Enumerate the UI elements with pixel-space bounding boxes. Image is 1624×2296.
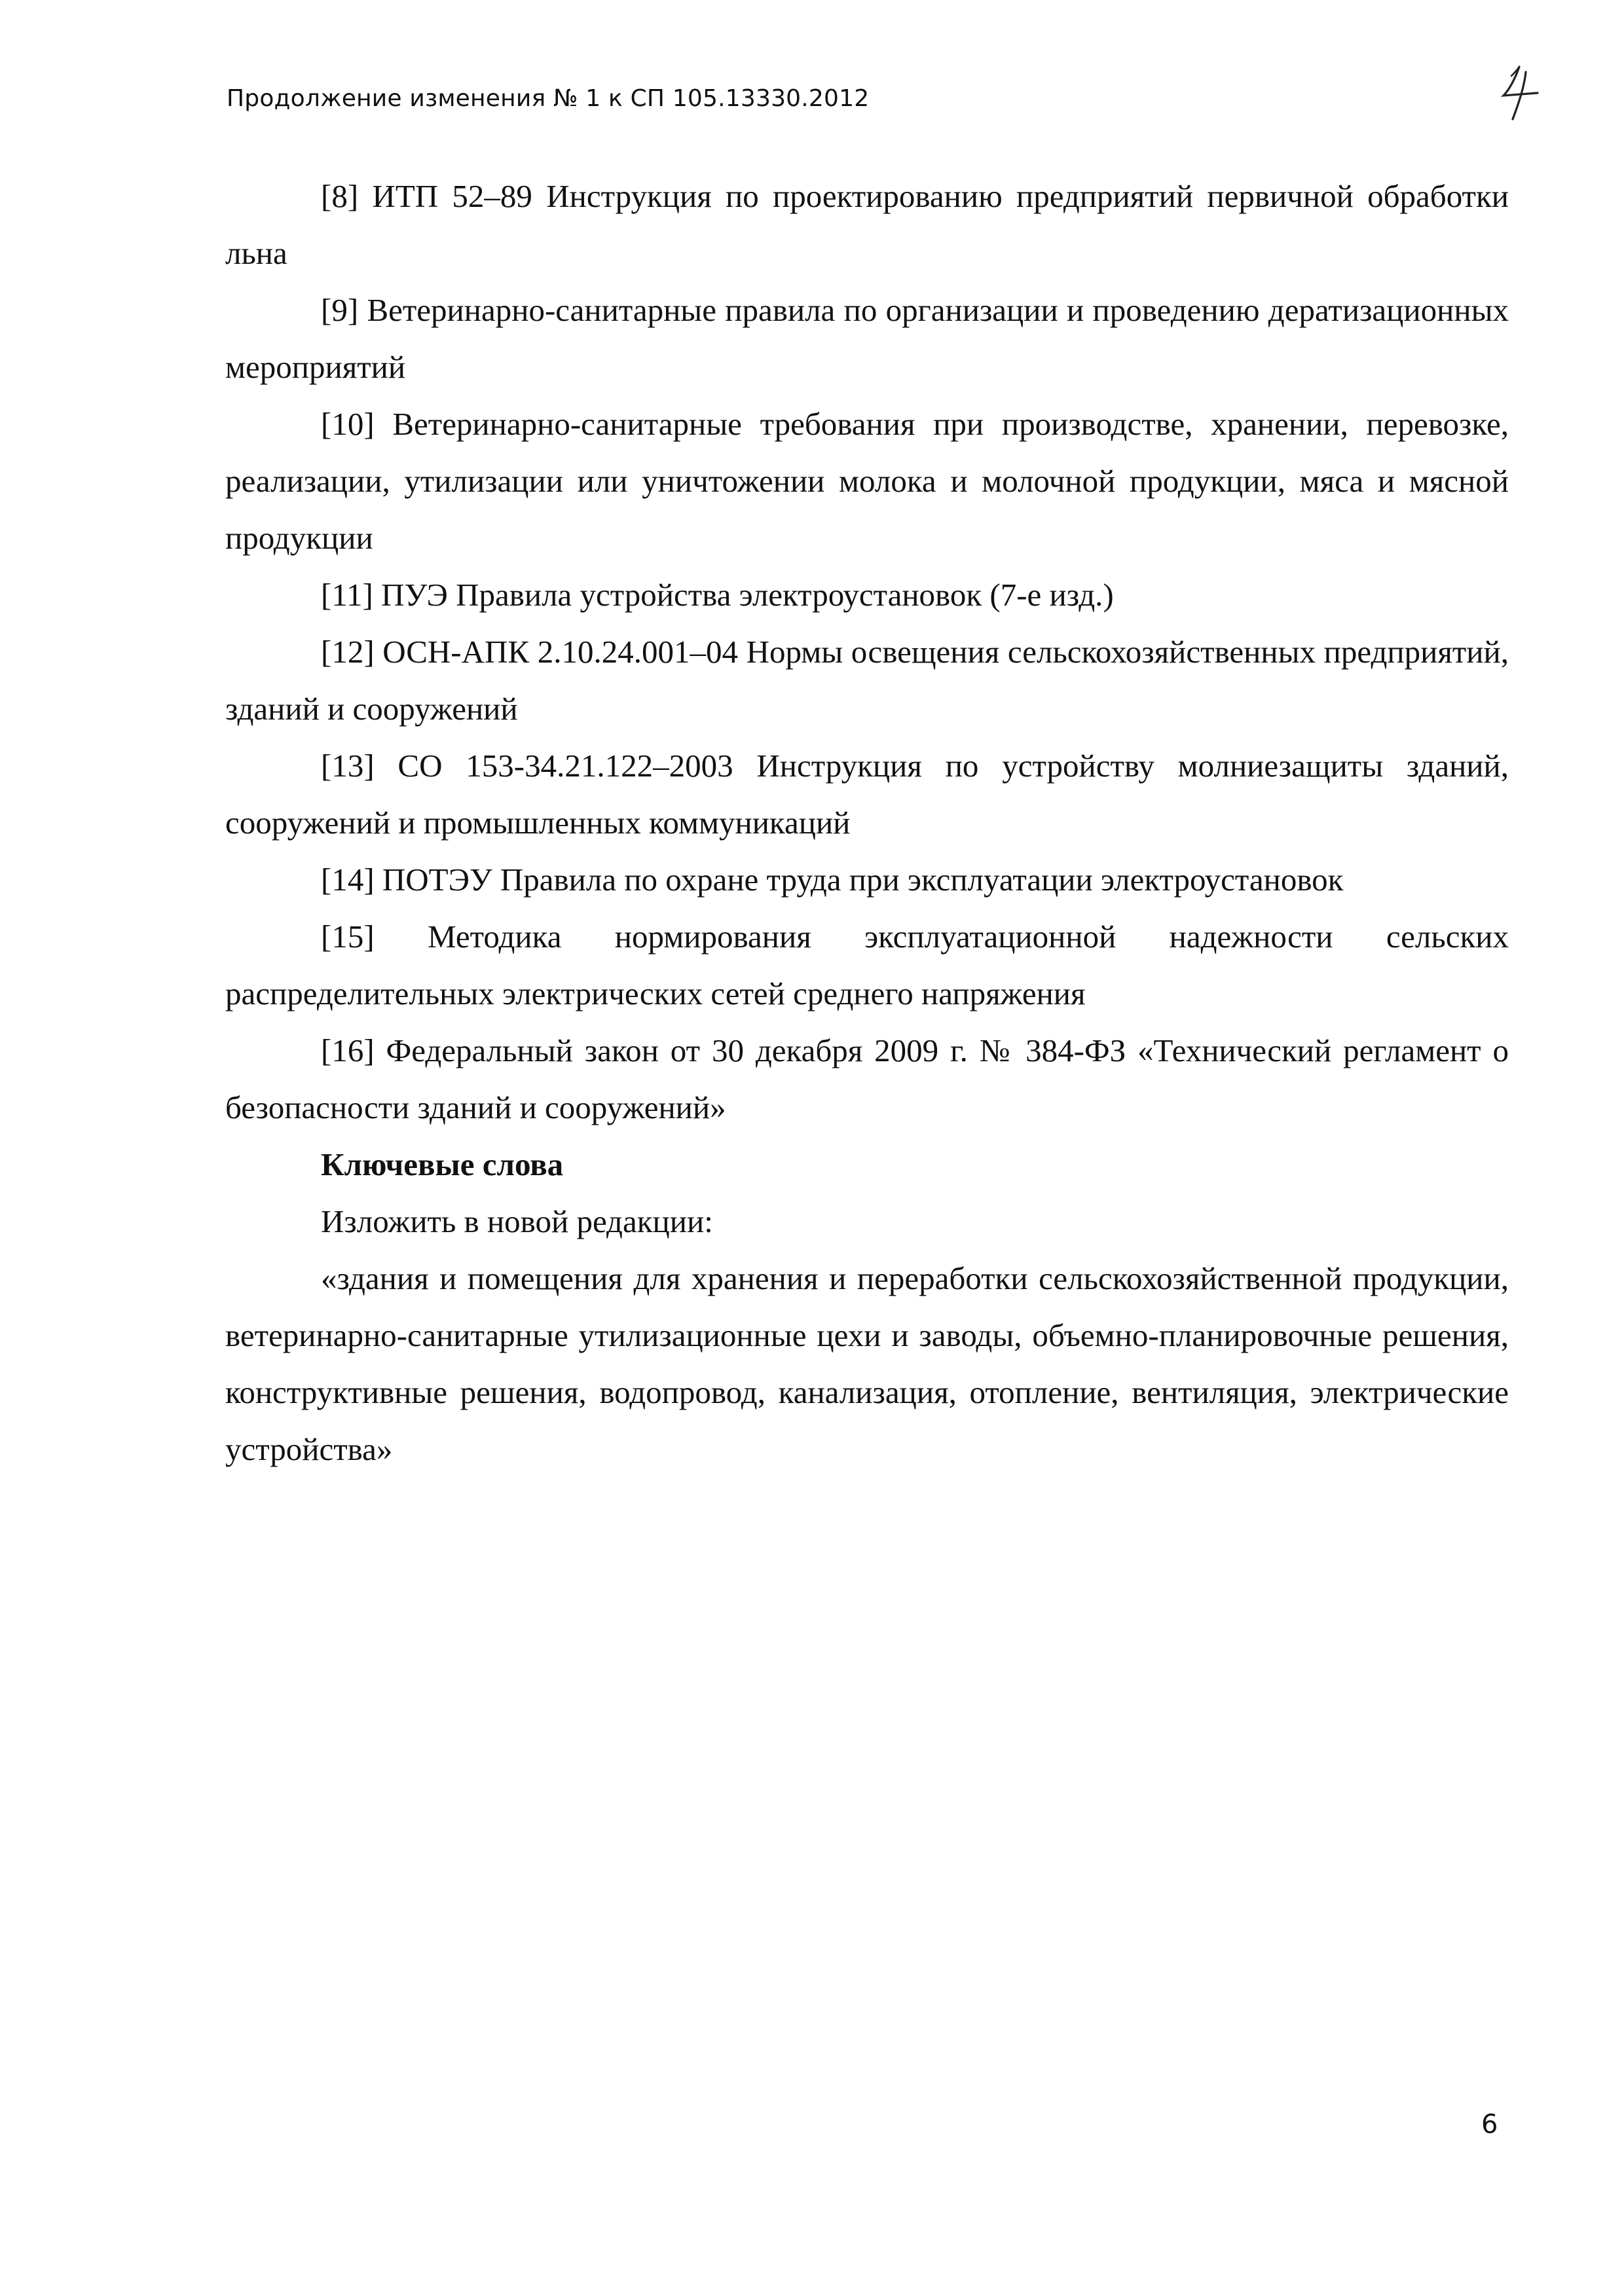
handwritten-sheet-number (1500, 63, 1545, 122)
reference-11: [11] ПУЭ Правила устройства электроустановок (7-е изд.) (321, 577, 1114, 613)
reference-14: [14] ПОТЭУ Правила по охране труда при эксплуатации электроустановок (321, 862, 1344, 898)
reference-9: [9] Ветеринарно-санитарные правила по организации и проведению дератизационных мероприятий (225, 292, 1509, 385)
document-body (225, 168, 1509, 1478)
running-header: Продолжение изменения № 1 к СП 105.13330.2012 (227, 85, 870, 112)
reference-13: [13] СО 153-34.21.122–2003 Инструкция по устройству молниезащиты зданий, сооружений и промышленных коммуникаций (225, 748, 1509, 841)
reference-8: [8] ИТП 52–89 Инструкция по проектированию предприятий первичной обработки льна (225, 178, 1509, 271)
keywords-heading: Ключевые слова (321, 1146, 564, 1182)
keywords-instruction: Изложить в новой редакции: (321, 1203, 713, 1239)
page-number: 6 (1481, 2109, 1498, 2140)
reference-15: [15] Методика нормирования эксплуатационной надежности сельских распределительных электрических сетей среднего напряжения (225, 919, 1509, 1011)
reference-12: [12] ОСН-АПК 2.10.24.001–04 Нормы освещения сельскохозяйственных предприятий, зданий и сооружений (225, 634, 1509, 727)
reference-16: [16] Федеральный закон от 30 декабря 2009 г. № 384-ФЗ «Технический регламент о безопасности зданий и сооружений» (225, 1032, 1509, 1125)
keywords-text: «здания и помещения для хранения и переработки сельскохозяйственной продукции, ветеринарно-санитарные утилизационные цехи и заводы, объемно-планировочные решения, конструктивные решения, водопровод, канализация, отопление, вентиляция, электрические устройства» (225, 1260, 1509, 1467)
reference-10: [10] Ветеринарно-санитарные требования при производстве, хранении, перевозке, реализации, утилизации или уничтожении молока и молочной продукции, мяса и мясной продукции (225, 406, 1509, 556)
